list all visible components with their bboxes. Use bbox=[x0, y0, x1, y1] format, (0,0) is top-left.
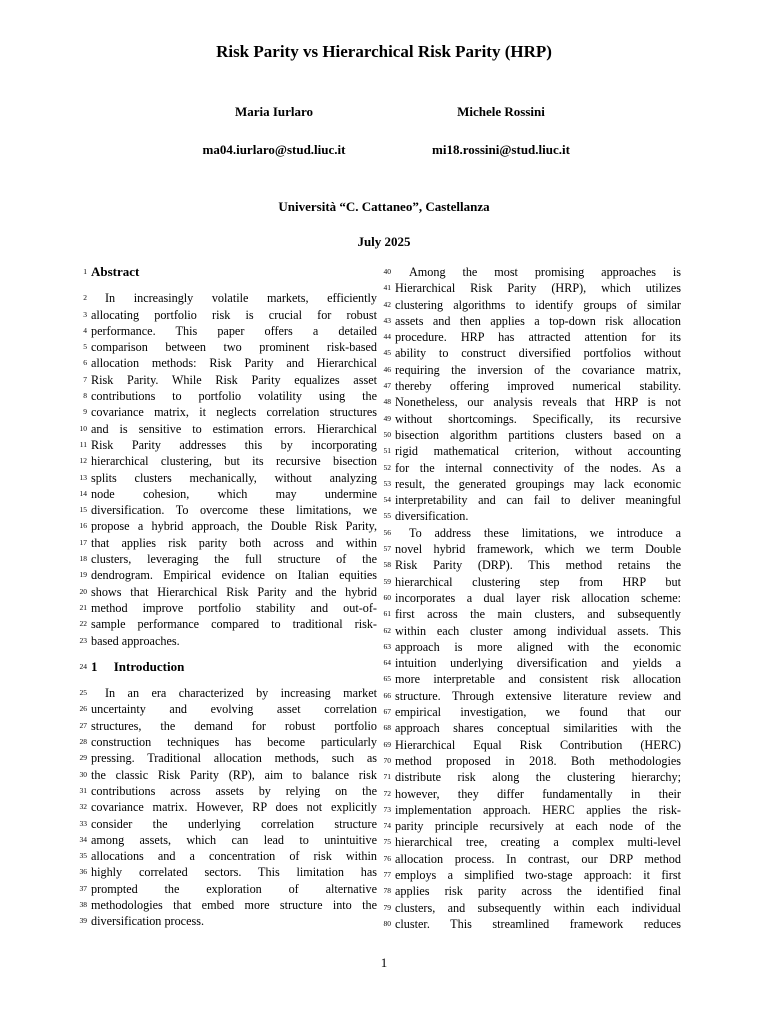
line-number: 51 bbox=[383, 446, 391, 456]
line-text: more interpretable and consistent risk allocation bbox=[395, 672, 681, 687]
affiliation: Università “C. Cattaneo”, Castellanza bbox=[278, 199, 490, 214]
text-line bbox=[383, 639, 681, 655]
line-number: 50 bbox=[383, 429, 391, 439]
line-text: In an era characterized by increasing market bbox=[105, 686, 377, 701]
line-number: 23 bbox=[79, 635, 87, 645]
text-line bbox=[79, 486, 377, 502]
line-text: parity principle recursively at each node of the bbox=[395, 819, 681, 834]
line-text: Risk Parity. While Risk Parity equalizes asset bbox=[91, 372, 377, 387]
line-number: 60 bbox=[383, 592, 391, 602]
line-number: 64 bbox=[383, 658, 391, 668]
line-text: diversification. To overcome these limitations, we bbox=[91, 503, 377, 518]
line-number: 61 bbox=[383, 609, 391, 619]
line-text: In increasingly volatile markets, efficiently bbox=[105, 291, 377, 306]
line-number: 72 bbox=[383, 788, 391, 798]
line-number: 10 bbox=[79, 423, 87, 433]
line-number: 55 bbox=[383, 511, 391, 521]
line-number: 62 bbox=[383, 625, 391, 635]
line-text: assets and then applies a top-down risk allocation bbox=[395, 313, 681, 328]
text-line bbox=[79, 437, 377, 453]
text-line bbox=[383, 345, 681, 361]
line-number: 52 bbox=[383, 462, 391, 472]
author-name-2: Michele Rossini bbox=[457, 104, 545, 119]
line-number: 67 bbox=[383, 707, 391, 717]
line-text: for the internal connectivity of the nodes. As a bbox=[395, 460, 681, 475]
line-text: bisection algorithm partitions clusters based on a bbox=[395, 427, 681, 442]
text-line bbox=[79, 502, 377, 518]
line-text: propose a hybrid approach, the Double Risk Parity, bbox=[91, 519, 377, 534]
line-number: 77 bbox=[383, 869, 391, 879]
line-text: Nonetheless, our analysis reveals that HRP is not bbox=[395, 395, 681, 410]
text-line bbox=[383, 313, 681, 329]
line-number: 14 bbox=[79, 488, 87, 498]
line-number: 38 bbox=[79, 899, 87, 909]
text-line bbox=[83, 339, 377, 355]
line-text: clusters, and subsequently within each individual bbox=[395, 900, 681, 915]
line-gap bbox=[91, 280, 377, 290]
line-text: intuition underlying diversification and yields a bbox=[395, 656, 681, 671]
text-line bbox=[79, 535, 377, 551]
line-text: approach is more aligned with the economic bbox=[395, 639, 681, 654]
text-line bbox=[79, 767, 377, 783]
text-line bbox=[79, 913, 377, 929]
line-text: performance. This paper offers a detailed bbox=[91, 323, 377, 338]
text-line bbox=[79, 701, 377, 717]
line-number: 58 bbox=[383, 560, 391, 570]
text-line bbox=[383, 574, 681, 590]
line-text: implementation approach. HERC applies the risk- bbox=[395, 802, 681, 817]
line-text: Among the most promising approaches is bbox=[409, 265, 681, 279]
line-number: 65 bbox=[383, 674, 391, 684]
text-line bbox=[383, 671, 681, 687]
line-text: rigid mathematical criterion, without accounting bbox=[395, 444, 681, 459]
text-line bbox=[383, 720, 681, 736]
text-line bbox=[83, 323, 377, 339]
right-column bbox=[383, 264, 681, 932]
text-line bbox=[79, 421, 377, 437]
text-line bbox=[383, 818, 681, 834]
line-text: empirical investigation, we found that our bbox=[395, 705, 681, 720]
line-text: clustering algorithms to identify groups of similar bbox=[395, 297, 681, 312]
line-number: 19 bbox=[79, 570, 87, 580]
line-text: dendrogram. Empirical evidence on Italian equities bbox=[91, 568, 377, 583]
text-line bbox=[83, 307, 377, 323]
text-line bbox=[83, 404, 377, 420]
line-text: sample performance compared to traditional risk- bbox=[91, 617, 377, 632]
line-text: construction techniques has become particularly bbox=[91, 735, 377, 750]
text-line bbox=[79, 685, 377, 701]
line-text: within each cluster among individual assets. This bbox=[395, 623, 681, 638]
text-line bbox=[383, 802, 681, 818]
line-number: 22 bbox=[79, 619, 87, 629]
author-email-1: ma04.iurlaro@stud.liuc.it bbox=[202, 142, 346, 157]
line-text: covariance matrix, it neglects correlation structures bbox=[91, 405, 377, 420]
line-text: pressing. Traditional allocation methods, such as bbox=[91, 751, 377, 766]
paper-title: Risk Parity vs Hierarchical Risk Parity (HRP) bbox=[216, 42, 552, 61]
text-line bbox=[383, 297, 681, 313]
line-number: 25 bbox=[79, 688, 87, 698]
line-number: 42 bbox=[383, 299, 391, 309]
line-number: 2 bbox=[83, 293, 87, 303]
line-number: 31 bbox=[79, 785, 87, 795]
text-line bbox=[383, 476, 681, 492]
text-line bbox=[383, 786, 681, 802]
line-text: To address these limitations, we introduce a bbox=[409, 525, 681, 540]
text-line bbox=[383, 834, 681, 850]
line-number: 4 bbox=[83, 325, 87, 335]
text-line bbox=[79, 470, 377, 486]
line-gap bbox=[91, 675, 377, 685]
line-number: 39 bbox=[79, 916, 87, 926]
line-text: Hierarchical Risk Parity (HRP), which utilizes bbox=[395, 281, 681, 296]
text-line bbox=[83, 290, 377, 306]
line-text: Risk Parity addresses this by incorporating bbox=[91, 437, 377, 452]
line-number: 33 bbox=[79, 818, 87, 828]
text-line bbox=[79, 799, 377, 815]
line-number: 5 bbox=[83, 342, 87, 352]
text-line bbox=[79, 600, 377, 616]
text-line bbox=[79, 453, 377, 469]
line-text: cluster. This streamlined framework reduces bbox=[395, 916, 681, 931]
line-number: 26 bbox=[79, 704, 87, 714]
line-number: 53 bbox=[383, 478, 391, 488]
line-number: 78 bbox=[383, 886, 391, 896]
text-line bbox=[79, 848, 377, 864]
text-line bbox=[83, 388, 377, 404]
line-text: diversification process. bbox=[91, 914, 205, 929]
line-text: allocation process. In contrast, our DRP method bbox=[395, 851, 681, 866]
text-line bbox=[383, 264, 681, 280]
line-text: approach shares conceptual similarities with the bbox=[395, 721, 681, 736]
line-text: novel hybrid framework, which we term Double bbox=[395, 542, 681, 557]
line-text: uncertainty and evolving asset correlation bbox=[91, 702, 377, 717]
line-text: the classic Risk Parity (RP), aim to balance risk bbox=[91, 767, 377, 782]
line-number: 30 bbox=[79, 769, 87, 779]
line-text: result, the generated groupings may lack economic bbox=[395, 476, 681, 491]
line-number: 13 bbox=[79, 472, 87, 482]
line-text: covariance matrix. However, RP does not explicitly bbox=[91, 800, 377, 815]
text-line bbox=[383, 655, 681, 671]
line-text: splits clusters mechanically, without analyzing bbox=[91, 470, 377, 485]
line-number: 17 bbox=[79, 537, 87, 547]
text-line bbox=[79, 633, 377, 649]
text-line bbox=[383, 753, 681, 769]
line-number: 73 bbox=[383, 804, 391, 814]
line-number: 9 bbox=[83, 407, 87, 417]
text-line bbox=[79, 832, 377, 848]
line-text: diversification. bbox=[395, 509, 469, 524]
line-text: incorporates a dual layer risk allocation scheme: bbox=[395, 590, 681, 605]
text-line bbox=[383, 769, 681, 785]
line-number: 34 bbox=[79, 834, 87, 844]
line-text: 1 Introduction bbox=[91, 658, 185, 674]
text-line bbox=[383, 394, 681, 410]
text-line bbox=[79, 616, 377, 632]
text-line bbox=[79, 734, 377, 750]
line-number: 48 bbox=[383, 397, 391, 407]
text-line bbox=[383, 688, 681, 704]
date: July 2025 bbox=[357, 234, 411, 249]
text-line bbox=[383, 362, 681, 378]
line-text: and is sensitive to estimation errors. Hierarchical bbox=[91, 421, 377, 436]
text-line bbox=[383, 704, 681, 720]
line-text: Hierarchical Equal Risk Contribution (HERC) bbox=[395, 737, 681, 752]
author-email-2: mi18.rossini@stud.liuc.it bbox=[432, 142, 570, 157]
line-number: 41 bbox=[383, 283, 391, 293]
line-number: 71 bbox=[383, 772, 391, 782]
text-line bbox=[383, 606, 681, 622]
line-text: distribute risk along the clustering hierarchy; bbox=[395, 770, 681, 785]
line-gap bbox=[91, 649, 377, 659]
line-text: node cohesion, which may undermine bbox=[91, 486, 377, 501]
line-number: 15 bbox=[79, 505, 87, 515]
text-line bbox=[79, 551, 377, 567]
text-line bbox=[79, 518, 377, 534]
line-number: 7 bbox=[83, 374, 87, 384]
text-line bbox=[383, 443, 681, 459]
text-line bbox=[383, 590, 681, 606]
line-text: procedure. HRP has attracted attention for its bbox=[395, 330, 681, 345]
line-text: hierarchical tree, creating a complex multi-level bbox=[395, 835, 681, 850]
line-text: shows that Hierarchical Risk Parity and the hybrid bbox=[91, 584, 377, 599]
line-number: 36 bbox=[79, 867, 87, 877]
text-line bbox=[383, 460, 681, 476]
text-line bbox=[383, 329, 681, 345]
line-text: structures, the demand for robust portfolio bbox=[91, 718, 377, 733]
line-number: 37 bbox=[79, 883, 87, 893]
line-number: 75 bbox=[383, 837, 391, 847]
line-text: comparison between two prominent risk-based bbox=[91, 340, 377, 355]
line-number: 8 bbox=[83, 391, 87, 401]
line-text: however, they differ fundamentally in their bbox=[395, 786, 681, 801]
text-line bbox=[383, 411, 681, 427]
text-line bbox=[383, 737, 681, 753]
line-text: method improve portfolio stability and out-of- bbox=[91, 600, 377, 615]
line-number: 24 bbox=[79, 661, 87, 671]
line-number: 57 bbox=[383, 544, 391, 554]
line-number: 16 bbox=[79, 521, 87, 531]
line-text: methodologies that embed more structure into the bbox=[91, 897, 377, 912]
line-text: that applies risk parity both across and within bbox=[91, 535, 377, 550]
line-number: 46 bbox=[383, 364, 391, 374]
line-number: 68 bbox=[383, 723, 391, 733]
text-line bbox=[79, 718, 377, 734]
line-text: prompted the exploration of alternative bbox=[91, 881, 377, 896]
text-line bbox=[383, 541, 681, 557]
line-number: 32 bbox=[79, 802, 87, 812]
line-text: structure. Through extensive literature review and bbox=[395, 688, 681, 703]
text-line bbox=[383, 623, 681, 639]
text-line bbox=[79, 584, 377, 600]
section-heading bbox=[83, 264, 377, 280]
text-line bbox=[383, 867, 681, 883]
text-line bbox=[79, 567, 377, 583]
line-number: 12 bbox=[79, 456, 87, 466]
text-line bbox=[79, 783, 377, 799]
line-text: requiring the inversion of the covariance matrix, bbox=[395, 362, 681, 377]
text-line bbox=[383, 557, 681, 573]
text-line bbox=[79, 816, 377, 832]
line-text: among assets, which can lead to unintuitive bbox=[91, 832, 377, 847]
line-number: 27 bbox=[79, 720, 87, 730]
author-name-1: Maria Iurlaro bbox=[234, 104, 314, 119]
line-text: highly correlated sectors. This limitation has bbox=[91, 865, 377, 880]
text-line bbox=[79, 881, 377, 897]
line-text: Risk Parity (DRP). This method retains the bbox=[395, 558, 681, 573]
text-line bbox=[383, 427, 681, 443]
text-line bbox=[383, 508, 681, 524]
text-line bbox=[383, 525, 681, 541]
line-number: 69 bbox=[383, 739, 391, 749]
line-text: first across the main clusters, and subsequently bbox=[395, 607, 681, 622]
text-line bbox=[79, 864, 377, 880]
line-number: 20 bbox=[79, 586, 87, 596]
line-number: 28 bbox=[79, 737, 87, 747]
line-number: 29 bbox=[79, 753, 87, 763]
line-number: 43 bbox=[383, 315, 391, 325]
line-number: 66 bbox=[383, 690, 391, 700]
line-text: contributions to portfolio volatility using the bbox=[91, 389, 377, 404]
line-text: Abstract bbox=[91, 264, 140, 279]
line-text: clusters, leveraging the full structure of the bbox=[91, 552, 377, 567]
text-line bbox=[79, 897, 377, 913]
line-number: 40 bbox=[383, 267, 391, 276]
line-number: 76 bbox=[383, 853, 391, 863]
line-number: 21 bbox=[79, 602, 87, 612]
text-line bbox=[83, 372, 377, 388]
line-text: method proposed in 2018. Both methodologies bbox=[395, 753, 681, 768]
text-line bbox=[383, 900, 681, 916]
line-number: 18 bbox=[79, 554, 87, 564]
line-text: without shortcomings. Specifically, its recursive bbox=[395, 411, 681, 426]
line-number: 54 bbox=[383, 495, 391, 505]
line-text: allocations and a concentration of risk within bbox=[91, 849, 377, 864]
line-number: 1 bbox=[83, 267, 87, 276]
line-number: 59 bbox=[383, 576, 391, 586]
line-number: 6 bbox=[83, 358, 87, 368]
line-text: interpretability and can fail to deliver meaningful bbox=[395, 493, 681, 508]
line-text: allocating portfolio risk is crucial for robust bbox=[91, 307, 377, 322]
text-line bbox=[383, 378, 681, 394]
line-text: contributions across assets by relying on the bbox=[91, 783, 377, 798]
text-line bbox=[383, 916, 681, 932]
left-column bbox=[79, 264, 377, 930]
text-line bbox=[383, 851, 681, 867]
text-line bbox=[383, 492, 681, 508]
line-number: 74 bbox=[383, 821, 391, 831]
line-text: allocation methods: Risk Parity and Hierarchical bbox=[91, 356, 377, 371]
line-number: 11 bbox=[79, 439, 87, 449]
line-number: 47 bbox=[383, 381, 391, 391]
line-number: 49 bbox=[383, 413, 391, 423]
line-number: 63 bbox=[383, 641, 391, 651]
line-number: 70 bbox=[383, 755, 391, 765]
line-number: 80 bbox=[383, 918, 391, 928]
page-number: 1 bbox=[380, 955, 388, 970]
line-text: hierarchical clustering, but its recursive bisection bbox=[91, 454, 377, 469]
line-number: 79 bbox=[383, 902, 391, 912]
line-text: consider the underlying correlation structure bbox=[91, 816, 377, 831]
text-line bbox=[383, 883, 681, 899]
line-text: based approaches. bbox=[91, 633, 180, 648]
line-text: employs a simplified two-stage approach: it first bbox=[395, 867, 681, 882]
line-text: thereby offering improved numerical stability. bbox=[395, 379, 681, 394]
line-number: 56 bbox=[383, 527, 391, 537]
text-line bbox=[383, 280, 681, 296]
line-text: ability to construct diversified portfolios without bbox=[395, 346, 681, 361]
line-number: 35 bbox=[79, 851, 87, 861]
line-text: hierarchical clustering step from HRP but bbox=[395, 574, 681, 589]
text-line bbox=[83, 355, 377, 371]
line-number: 3 bbox=[83, 309, 87, 319]
line-text: applies risk parity across the identified final bbox=[395, 884, 681, 899]
line-number: 45 bbox=[383, 348, 391, 358]
section-heading bbox=[79, 658, 377, 675]
text-line bbox=[79, 750, 377, 766]
line-number: 44 bbox=[383, 332, 391, 342]
